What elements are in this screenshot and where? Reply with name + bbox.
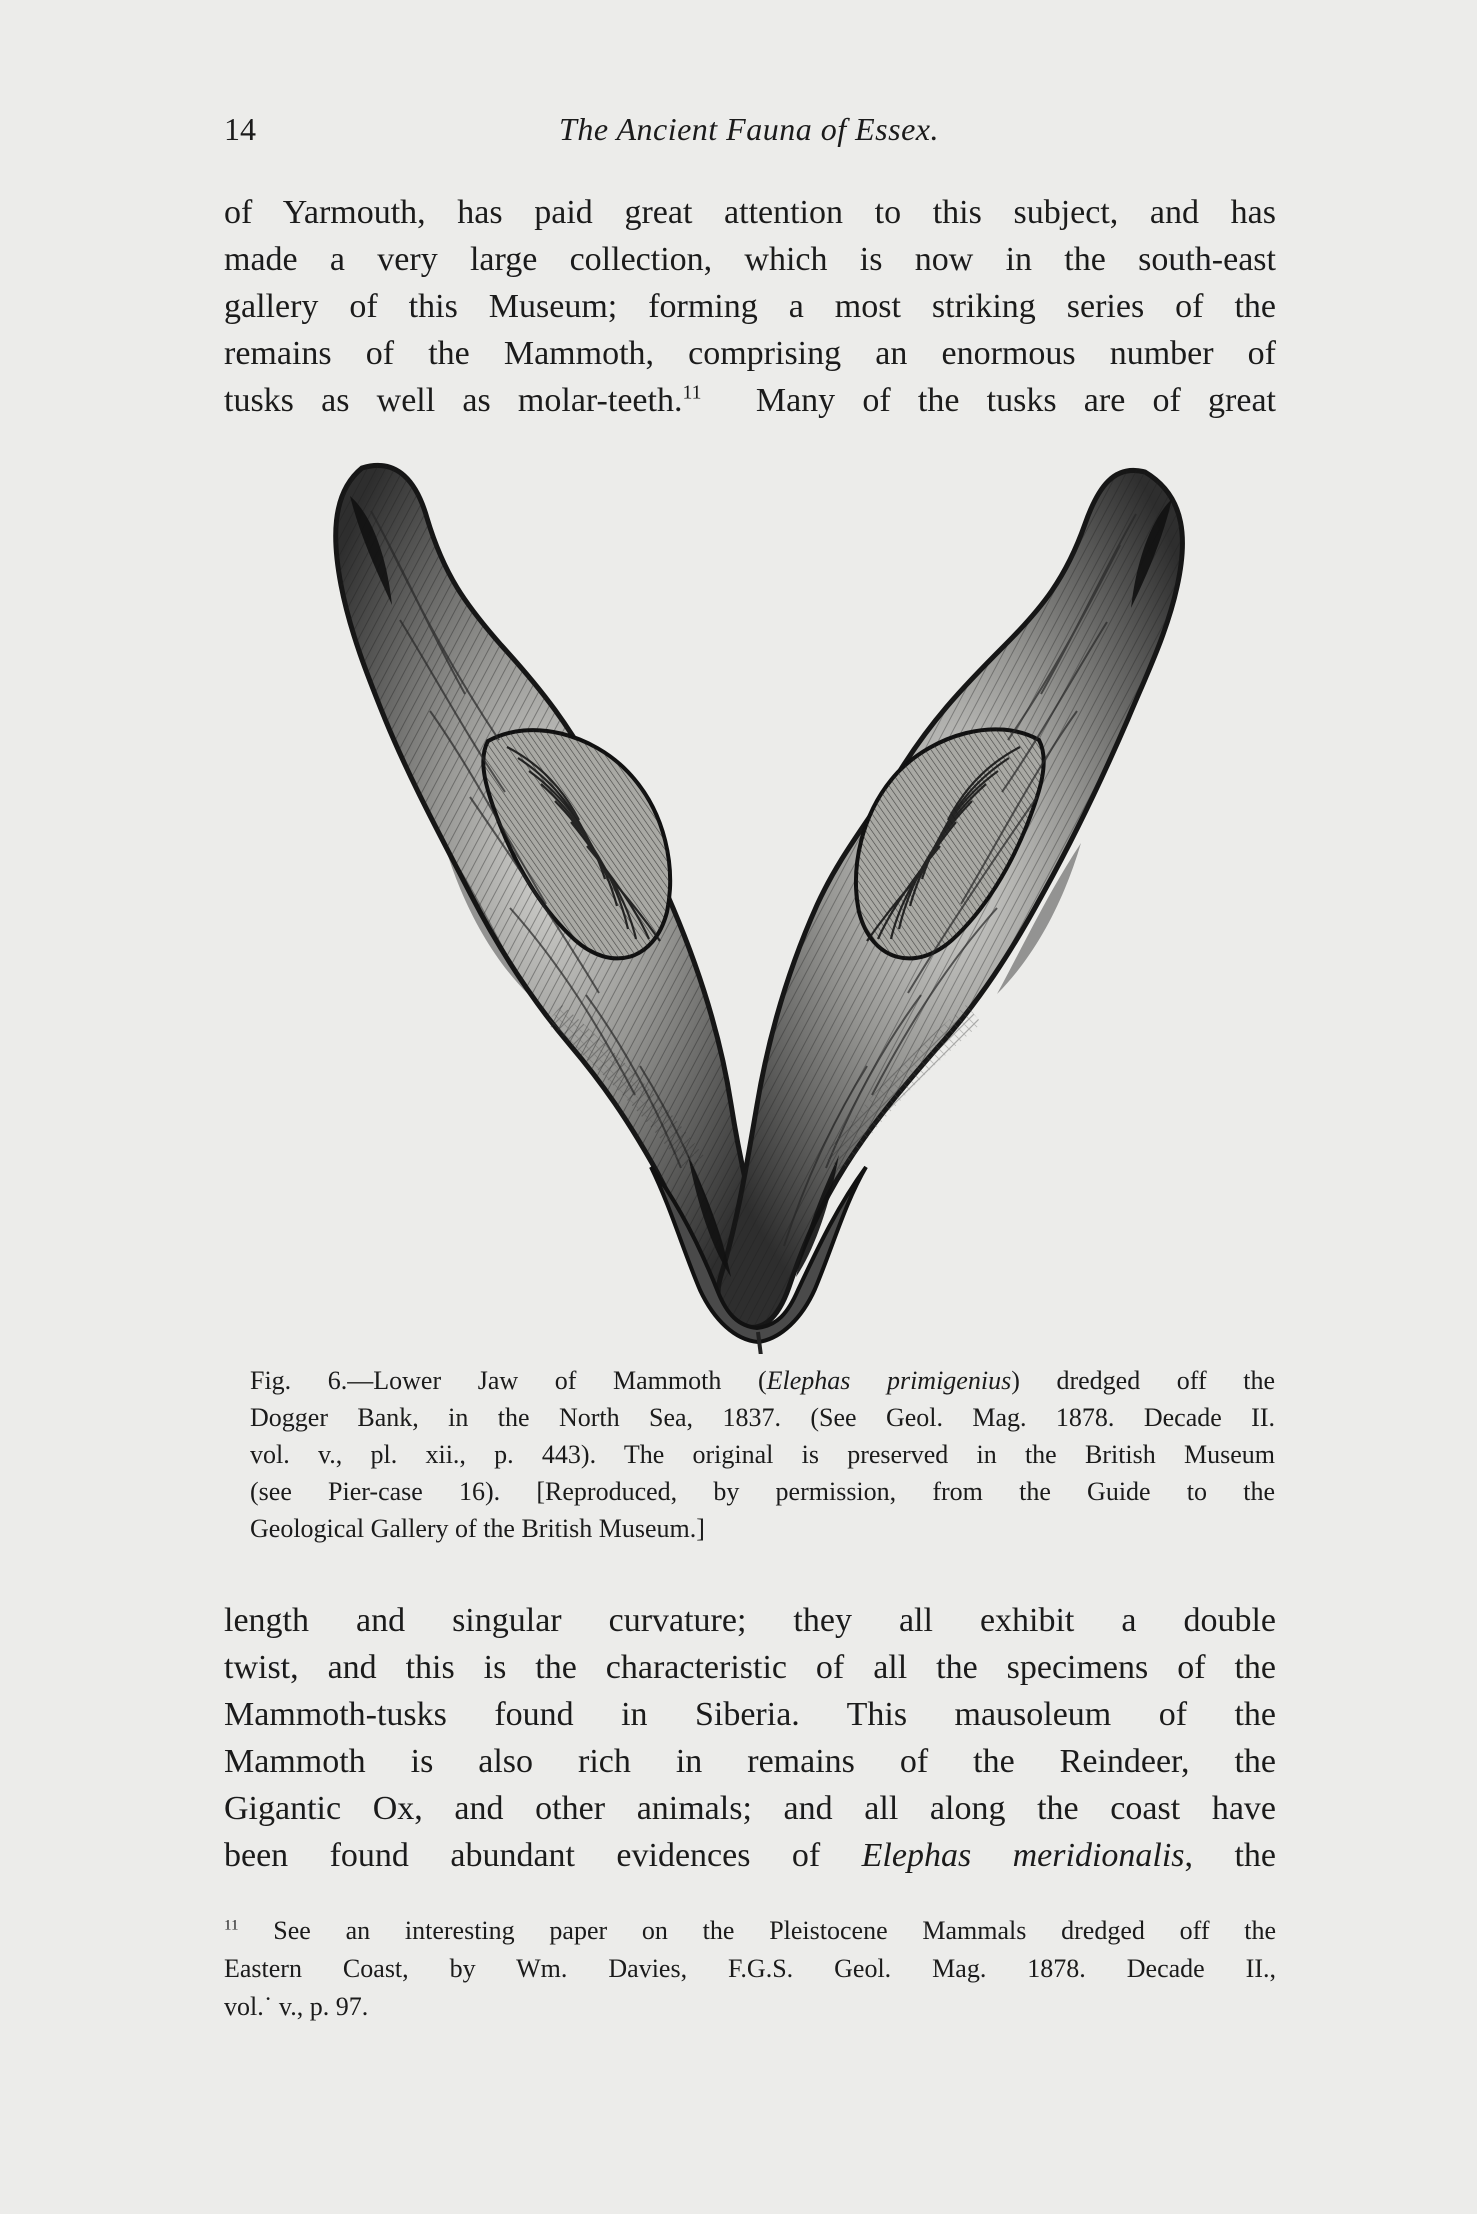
footnote-line: vol.˙ v., p. 97. <box>224 1992 369 2021</box>
caption-species-name: Elephas primigenius <box>766 1366 1012 1395</box>
mammoth-lower-jaw-engraving-icon <box>284 454 1244 1354</box>
body-line-with-note <box>224 378 1276 425</box>
body-line: Mammoth is also rich in remains of the Reindeer, the <box>224 1743 1276 1780</box>
footnote-number: 11 <box>224 1917 239 1934</box>
body-line-with-species <box>224 1833 1276 1880</box>
body-text-bottom <box>224 1598 1276 1880</box>
caption-line: vol. v., pl. xii., p. 443). The original is preserved in the British Museum <box>250 1440 1275 1469</box>
caption-line: Geological Gallery of the British Museum.] <box>250 1514 705 1543</box>
caption-segment: Fig. 6.—Lower Jaw of Mammoth ( <box>250 1366 767 1395</box>
body-text-top <box>224 190 1276 425</box>
caption-line <box>250 1362 1275 1399</box>
footnote-reference: 11 <box>682 381 702 404</box>
body-line: Gigantic Ox, and other animals; and all along the coast have <box>224 1790 1276 1827</box>
page-header <box>224 104 1274 154</box>
page-number: 14 <box>224 111 256 147</box>
body-line-segment: Many of the tusks are of great <box>755 382 1276 419</box>
body-line-segment: been found abundant evidences of <box>224 1837 862 1874</box>
footnote-line <box>224 1912 1276 1950</box>
body-species-name: Elephas meridionalis <box>861 1837 1185 1874</box>
body-line: remains of the Mammoth, comprising an enormous number of <box>224 335 1276 372</box>
caption-line: Dogger Bank, in the North Sea, 1837. (See Geol. Mag. 1878. Decade II. <box>250 1403 1275 1432</box>
body-line: made a very large collection, which is now in the south-east <box>224 241 1276 278</box>
caption-segment: ) dredged off the <box>1011 1366 1275 1395</box>
body-line-segment: , the <box>1184 1837 1276 1874</box>
body-line: of Yarmouth, has paid great attention to this subject, and has <box>224 194 1276 231</box>
footnote-line: Eastern Coast, by Wm. Davies, F.G.S. Geol. Mag. 1878. Decade II., <box>224 1954 1276 1983</box>
body-line-segment: tusks as well as molar-teeth. <box>224 382 683 419</box>
caption-line: (see Pier-case 16). [Reproduced, by permission, from the Guide to the <box>250 1477 1275 1506</box>
running-title: The Ancient Fauna of Essex. <box>559 111 939 147</box>
body-line: length and singular curvature; they all exhibit a double <box>224 1602 1276 1639</box>
body-line: twist, and this is the characteristic of all the specimens of the <box>224 1649 1276 1686</box>
body-line: Mammoth-tusks found in Siberia. This mausoleum of the <box>224 1696 1276 1733</box>
figure-caption <box>250 1362 1275 1547</box>
body-line: gallery of this Museum; forming a most striking series of the <box>224 288 1276 325</box>
footnote <box>224 1912 1276 2026</box>
footnote-text: See an interesting paper on the Pleistocene Mammals dredged off the <box>238 1916 1276 1945</box>
